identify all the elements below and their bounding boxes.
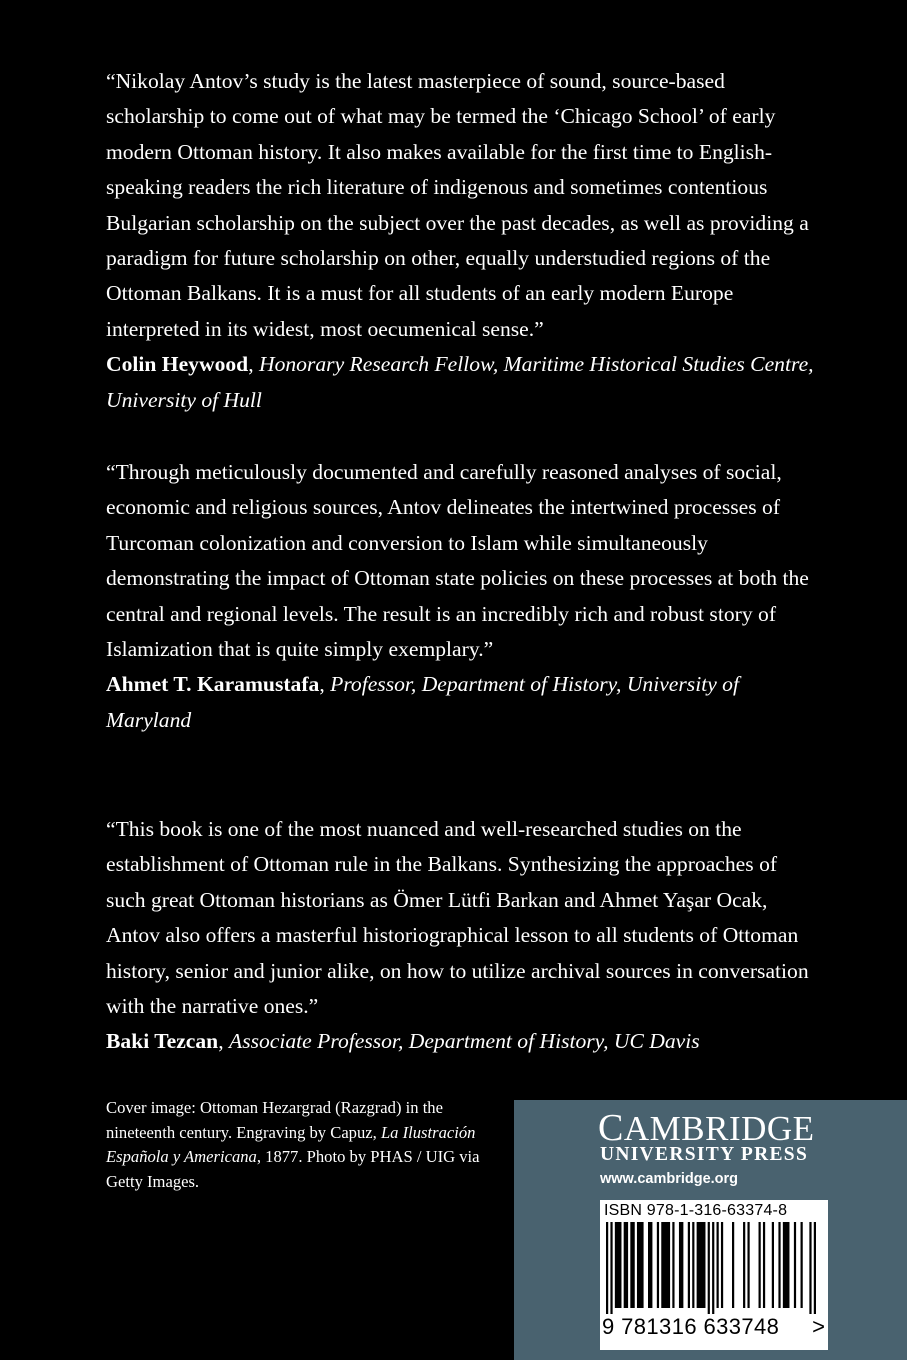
endorser-name: Ahmet T. Karamustafa: [106, 672, 320, 697]
endorsement-quote: “Through meticulously documented and carefully reasoned analyses of social, economic and religious sources, Antov delineates the intertwined processes of Turcoman colonization and conversion to Islam while simultaneously demonstrating the impact of Ottoman state policies on these processes at both the central and regional levels. The result is an incredibly rich and robust story of Islamization that is quite simply exemplary.”: [106, 460, 809, 662]
quiet-zone-marker: >: [812, 1314, 825, 1339]
barcode-bar: [615, 1222, 622, 1308]
endorsement-attribution: Baki Tezcan, Associate Professor, Department of History, UC Davis: [106, 1029, 700, 1054]
barcode-bar: [783, 1222, 790, 1308]
barcode-bar: [657, 1222, 659, 1308]
credit-suffix: , 1877. Photo by PHAS / UIG via Getty Images.: [106, 1147, 480, 1191]
publisher-box: [514, 1100, 907, 1360]
barcode-bar: [692, 1222, 694, 1308]
publisher-name-initial: C: [598, 1107, 624, 1149]
endorsement-attribution: Colin Heywood, Honorary Research Fellow, Maritime Historical Studies Centre, University of Hull: [106, 352, 814, 412]
barcode-bar: [801, 1222, 803, 1308]
barcode-bar: [688, 1222, 690, 1308]
endorsement-quote: “Nikolay Antov’s study is the latest masterpiece of sound, source-based scholarship to come out of what may be termed the ‘Chicago School’ of early modern Ottoman history. It also makes available for the first time to English-speaking readers the rich literature of indigenous and sometimes contentious Bulgarian scholarship on the subject over the past decades, as well as providing a paradigm for future scholarship on other, equally understudied regions of the Ottoman Balkans. It is a must for all students of an early modern Europe interpreted in its widest, most oecumenical sense.”: [106, 69, 809, 341]
barcode-bar: [630, 1222, 634, 1308]
barcode-bar: [679, 1222, 683, 1308]
publisher-url: www.cambridge.org: [600, 1171, 739, 1187]
endorser-affiliation: Professor, Department of History, University of Maryland: [106, 672, 739, 732]
barcode-bar: [743, 1222, 745, 1308]
endorser-name: Colin Heywood: [106, 352, 249, 377]
credit-prefix: Cover image: Ottoman Hezargrad (Razgrad) in the nineteenth century. Engraving by Capuz,: [106, 1098, 443, 1142]
barcode-bar: [648, 1222, 652, 1308]
barcode-bar: [672, 1222, 674, 1308]
barcode-bar: [610, 1222, 612, 1314]
barcode-image: [606, 1222, 816, 1314]
endorsement-karamustafa: [106, 455, 822, 738]
endorser-affiliation: Honorary Research Fellow, Maritime Historical Studies Centre, University of Hull: [106, 352, 814, 412]
endorsement-tezcan: [106, 812, 822, 1060]
barcode-bar: [772, 1222, 774, 1308]
barcode-bar: [708, 1222, 710, 1314]
credit-publication: La Ilustración Española y Americana: [106, 1122, 476, 1167]
barcode-bar: [637, 1222, 644, 1308]
cover-image-credit: [106, 1096, 496, 1194]
barcode-bar: [712, 1222, 714, 1314]
endorsement-heywood: [106, 64, 822, 418]
barcode-bar: [778, 1222, 780, 1308]
barcode-bar: [717, 1222, 719, 1308]
barcode-bar: [747, 1222, 749, 1308]
endorsement-quote: “This book is one of the most nuanced and well-researched studies on the establishment of Ottoman rule in the Balkans. Synthesizing the approaches of such great Ottoman historians as Ömer Lütfi Barkan and Ahmet Yaşar Ocak, Antov also offers a masterful historiographical lesson to all students of Ottoman history, senior and junior alike, on how to utilize archival sources in conversation with the narrative ones.”: [106, 817, 809, 1019]
barcode-bar: [606, 1222, 608, 1314]
publisher-subtitle: UNIVERSITY PRESS: [600, 1144, 809, 1165]
barcode-panel: [600, 1200, 828, 1350]
endorser-name: Baki Tezcan: [106, 1029, 219, 1054]
barcode-bar: [814, 1222, 816, 1314]
barcode-bar: [794, 1222, 796, 1308]
barcode-digits: 9 781316 633748: [602, 1314, 780, 1339]
barcode-bar: [624, 1222, 628, 1308]
barcode-bar: [809, 1222, 811, 1314]
barcode-bar: [763, 1222, 765, 1308]
isbn-label: ISBN 978-1-316-63374-8: [604, 1202, 788, 1219]
endorsement-attribution: Ahmet T. Karamustafa, Professor, Department of History, University of Maryland: [106, 672, 739, 732]
barcode-bar: [759, 1222, 761, 1308]
publisher-name-rest: AMBRIDGE: [623, 1109, 815, 1148]
barcode-bar: [697, 1222, 706, 1308]
barcode-bar: [721, 1222, 723, 1308]
barcode-bar: [732, 1222, 734, 1308]
endorser-affiliation: Associate Professor, Department of History, UC Davis: [229, 1029, 700, 1054]
barcode-bar: [661, 1222, 670, 1308]
